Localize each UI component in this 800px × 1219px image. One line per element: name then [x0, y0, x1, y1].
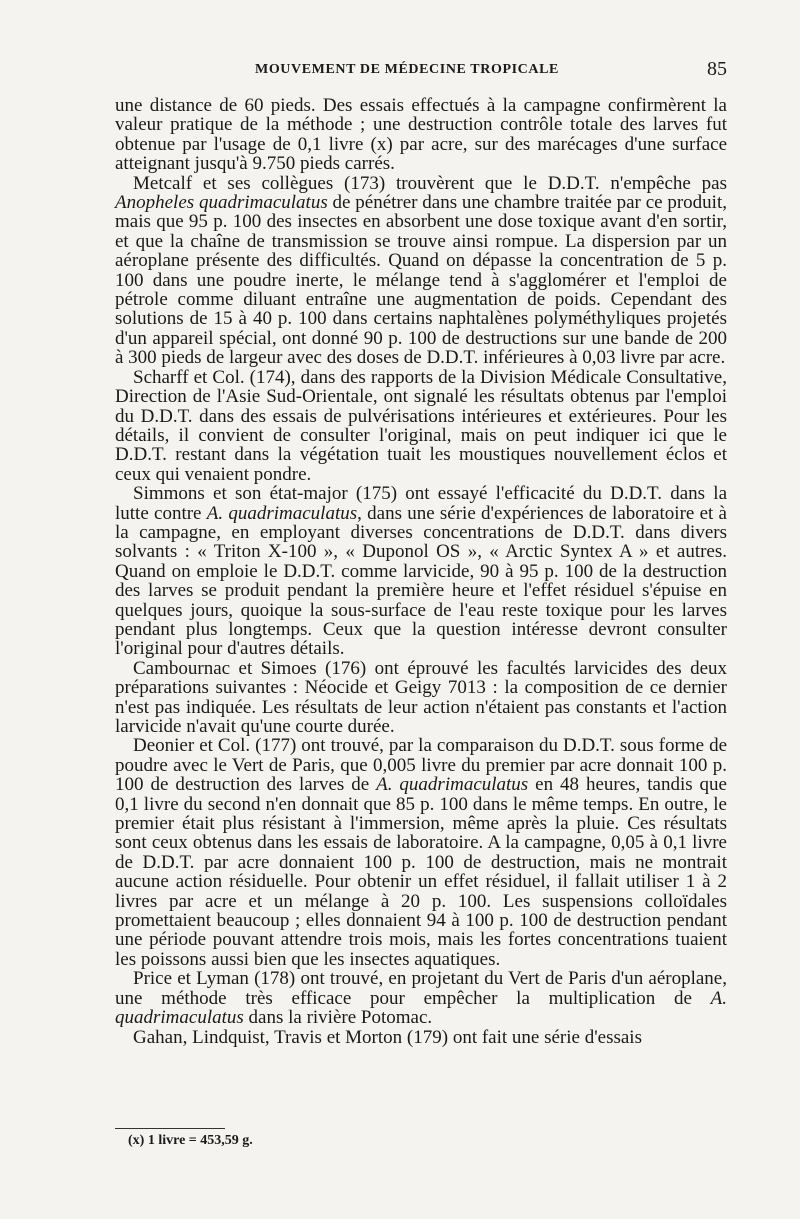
- text-run: Deonier et Col. (177) ont trouvé, par la comparaison du D.D.T. sous forme de poudre avec le Vert de Paris, que 0,005 livre du premier par acre donnait 100 p. 100 de destruction des larves de: [115, 735, 727, 796]
- text-run: de pénétrer dans une chambre traitée par ce produit, mais que 95 p. 100 des insectes en absorbent une dose toxique avant d'en sortir, et que la chaîne de transmission se trouve ainsi rompue. La dispersion par un aéroplane présente des difficultés. Quand on dépasse la concentration de 5 p. 100 dans une poudre inerte, le mélange tend à s'agglomérer et l'emploi de pétrole comme diluant entraîne une augmentation de poids. Cependant des solutions de 15 à 40 p. 100 dans certains naphtalènes polyméthyliques projetés d'un appareil spécial, ont donné 90 p. 100 de destructions sur une bande de 200 à 300 pieds de largeur avec des doses de D.D.T. inférieures à 0,03 livre par acre.: [115, 192, 727, 369]
- italic-taxon: A. quadrimaculatus: [206, 502, 358, 524]
- text-run: Price et Lyman (178) ont trouvé, en projetant du Vert de Paris d'un aéroplane, une méthode très efficace pour empêcher la multiplication de: [115, 968, 727, 1009]
- page-header: [115, 58, 727, 86]
- text-run: Simmons et son état-major (175) ont essayé l'efficacité du D.D.T. dans la lutte contre: [115, 483, 727, 524]
- text-run: une distance de 60 pieds. Des essais effectués à la campagne confirmèrent la valeur pratique de la méthode ; une destruction contrôle totale des larves fut obtenue par l'usage de 0,1 livre (x) par acre, sur des marécages d'une surface atteignant jusqu'à 9.750 pieds carrés.: [115, 95, 727, 175]
- paragraph: [115, 368, 727, 484]
- text-run: Metcalf et ses collègues (173) trouvèrent que le D.D.T. n'empêche pas: [133, 172, 727, 194]
- italic-taxon: A. quadrimaculatus: [376, 774, 529, 796]
- italic-taxon: A. quadrimaculatus: [115, 987, 727, 1029]
- paragraph: [115, 736, 727, 969]
- footnote-rule: [115, 1128, 225, 1129]
- paragraph: [115, 659, 727, 737]
- text-run: Gahan, Lindquist, Travis et Morton (179) ont fait une série d'essais: [133, 1026, 642, 1048]
- paragraph: [115, 174, 727, 368]
- body-text: [115, 96, 727, 1047]
- paragraph: [115, 969, 727, 1027]
- running-title: MOUVEMENT DE MÉDECINE TROPICALE: [255, 62, 559, 77]
- text-run: , dans une série d'expériences de laboratoire et à la campagne, en employant diverses concentrations de D.D.T. dans divers solvants : « Triton X-100 », « Duponol OS », « Arctic Syntex A » et autres. Quand on emploie le D.D.T. comme larvicide, 90 à 95 p. 100 de la destruction des larves se produit pendant la première heure et l'effet résiduel s'épuise en quelques jours, quoique la sous-surface de l'eau reste toxique pour les larves pendant plus longtemps. Ceux que la question intéresse devront consulter l'original pour d'autres détails.: [115, 502, 727, 660]
- italic-taxon: Anopheles quadrimaculatus: [115, 192, 328, 214]
- paragraph: [115, 96, 727, 174]
- text-run: dans la rivière Potomac.: [243, 1007, 433, 1029]
- paragraph: [115, 484, 727, 659]
- text-run: Cambournac et Simoes (176) ont éprouvé les facultés larvicides des deux préparations suivantes : Néocide et Geigy 7013 : la composition de ce dernier n'est pas indiquée. Les résultats de leur action n'étaient pas constants et l'action larvicide n'avait qu'une courte durée.: [115, 657, 727, 737]
- page-number: 85: [707, 58, 727, 80]
- text-run: en 48 heures, tandis que 0,1 livre du second n'en donnait que 85 p. 100 dans le même temps. En outre, le premier était plus résistant à l'immersion, même après la pluie. Ces résultats sont ceux obtenus dans les essais de laboratoire. A la campagne, 0,05 à 0,1 livre de D.D.T. par acre donnaient 100 p. 100 de destruction, mais ne montrait aucune action résiduelle. Pour obtenir un effet résiduel, il fallait utiliser 1 à 2 livres par acre et un mélange à 20 p. 100. Les suspensions colloïdales promettaient beaucoup ; elles donnaient 94 à 100 p. 100 de destruction pendant une période pouvant attendre trois mois, mais les fortes concentrations tuaient les poissons aussi bien que les insectes aquatiques.: [115, 774, 727, 970]
- footnote: (x) 1 livre = 453,59 g.: [128, 1133, 253, 1148]
- text-run: Scharff et Col. (174), dans des rapports de la Division Médicale Consultative, Direction de l'Asie Sud-Orientale, ont signalé les résultats obtenus par l'emploi du D.D.T. dans des essais de pulvérisations intérieures et extérieures. Pour les détails, il convient de consulter l'original, mais on peut indiquer ici que le D.D.T. restant dans la végétation tuait les moustiques nouvellement éclos et ceux qui venaient pondre.: [115, 366, 727, 485]
- paragraph: [115, 1028, 727, 1047]
